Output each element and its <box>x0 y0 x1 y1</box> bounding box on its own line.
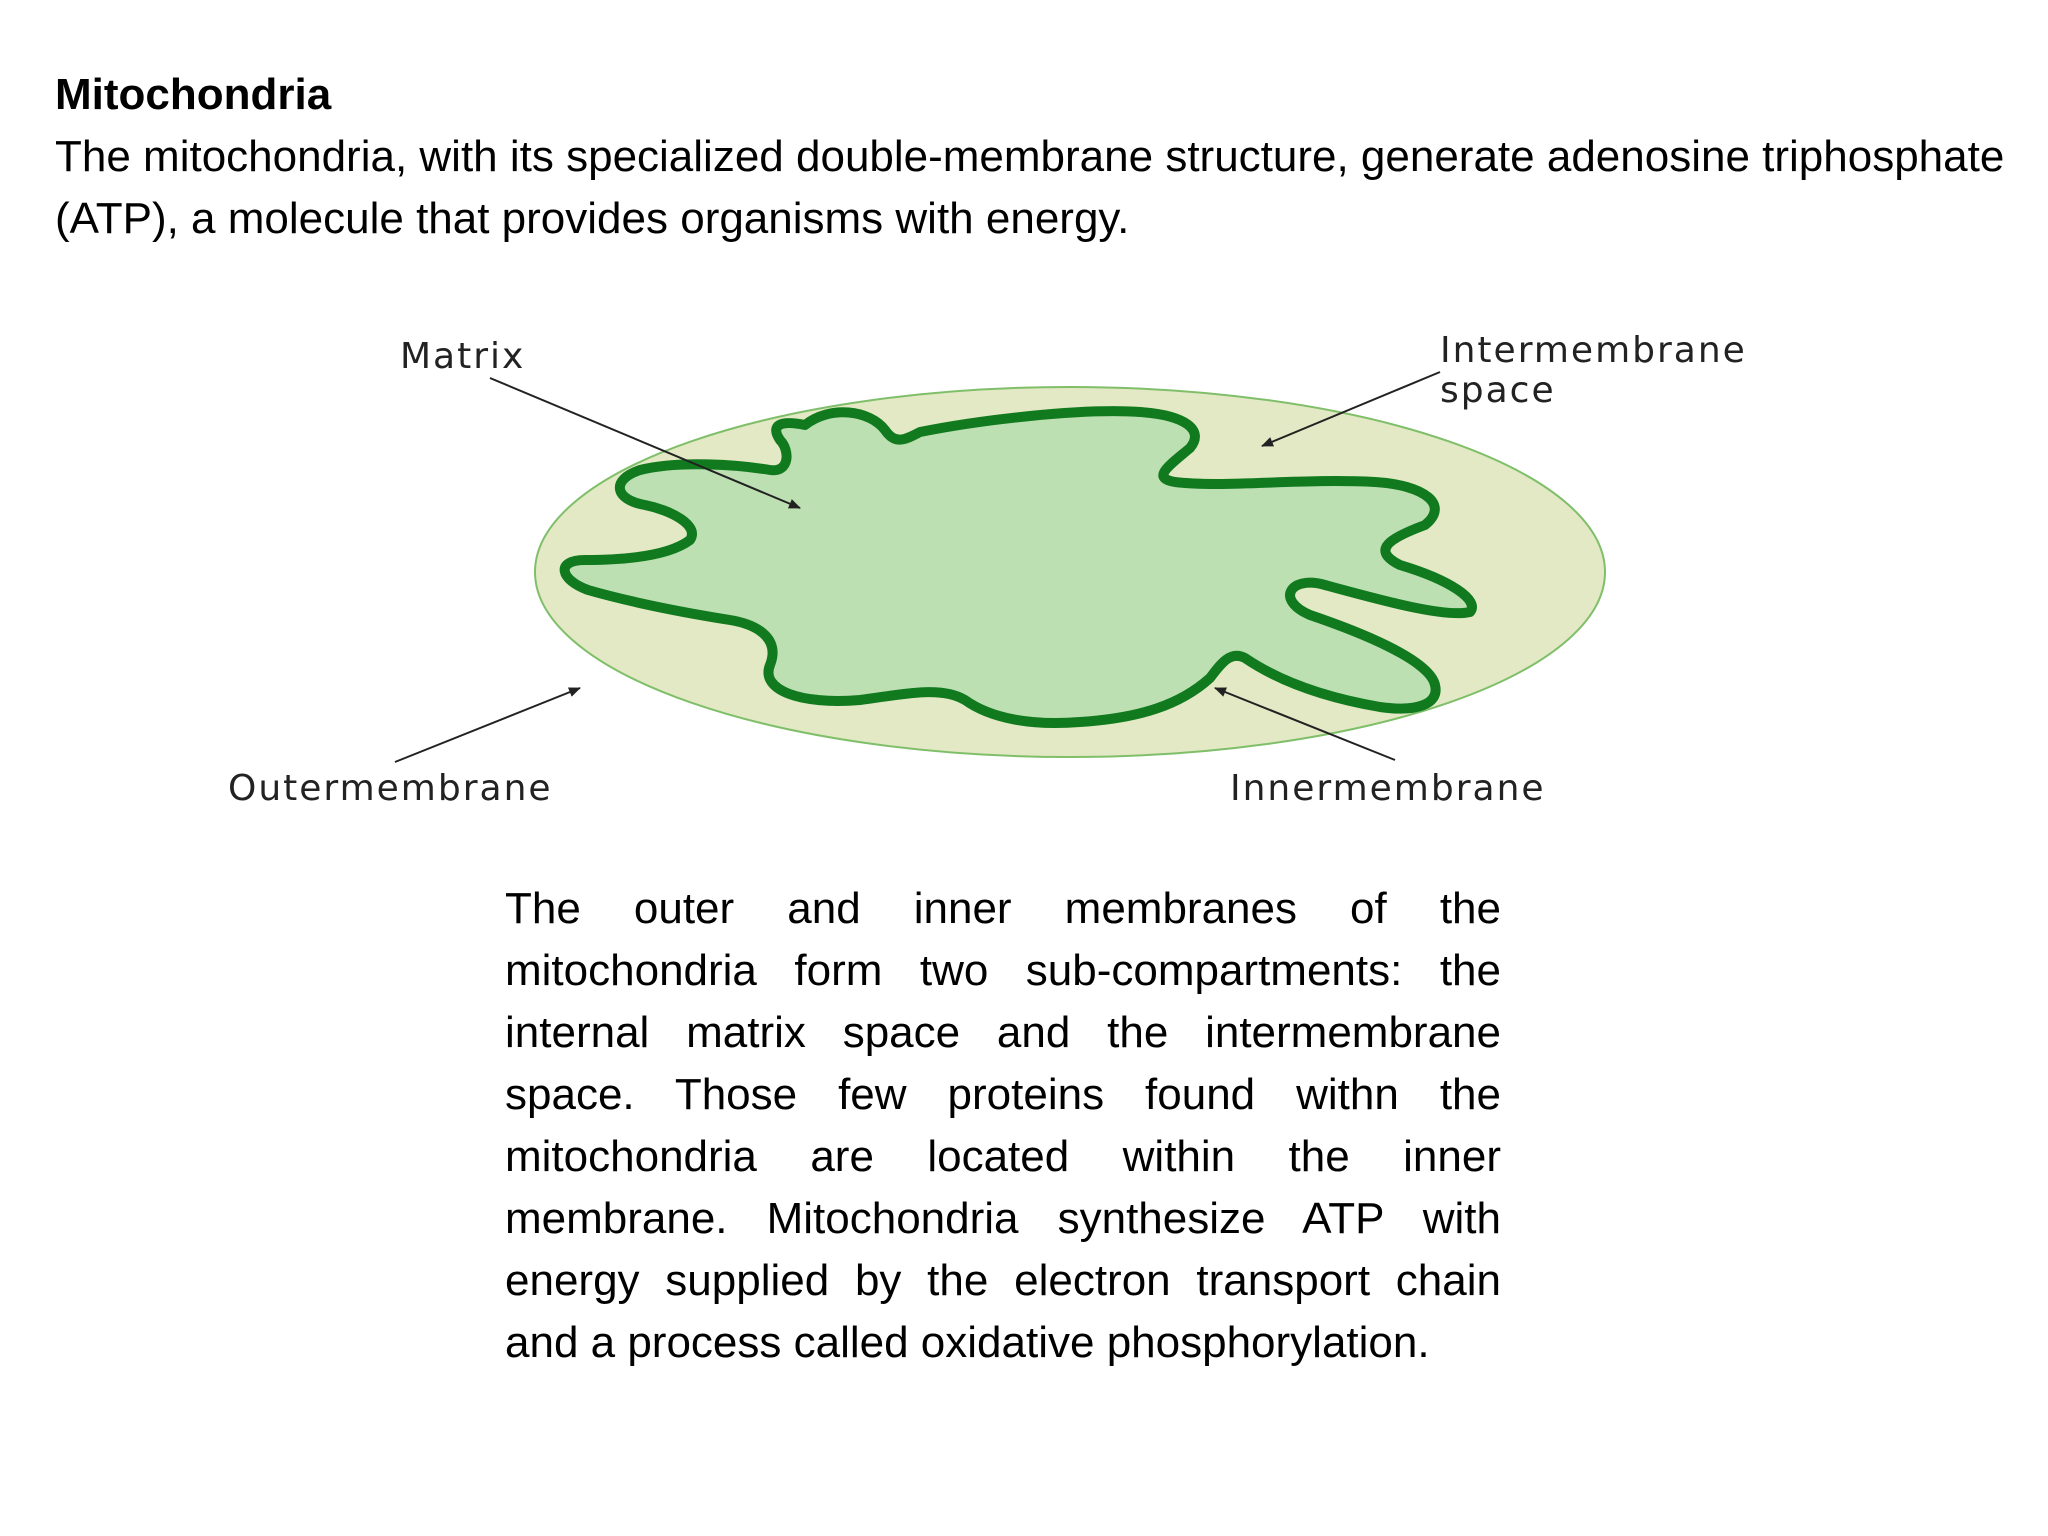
outer-membrane-label: Outermembrane <box>228 768 553 809</box>
matrix-label: Matrix <box>400 336 526 377</box>
intermembrane-label-line1: Intermembrane <box>1440 330 1747 371</box>
intro-paragraph: The mitochondria, with its specialized double-membrane structure, generate adenosine triphosphate (ATP), a molecule that provides organisms with energy. <box>55 132 2005 243</box>
outer-membrane-arrow <box>395 688 580 762</box>
inner-membrane-label: Innermembrane <box>1230 768 1546 809</box>
body-paragraph: The outer and inner membranes of the mitochondria form two sub-compartments: the internal matrix space and the intermembrane space. Those few proteins found withn the mitochondria are located within the inner membrane. Mitochondria synthesize ATP with energy supplied by the electron transport chain and a process called oxidative phosphorylation. <box>505 884 1501 1367</box>
intermembrane-label-line2: space <box>1440 370 1556 411</box>
slide-title: Mitochondria <box>55 70 332 119</box>
